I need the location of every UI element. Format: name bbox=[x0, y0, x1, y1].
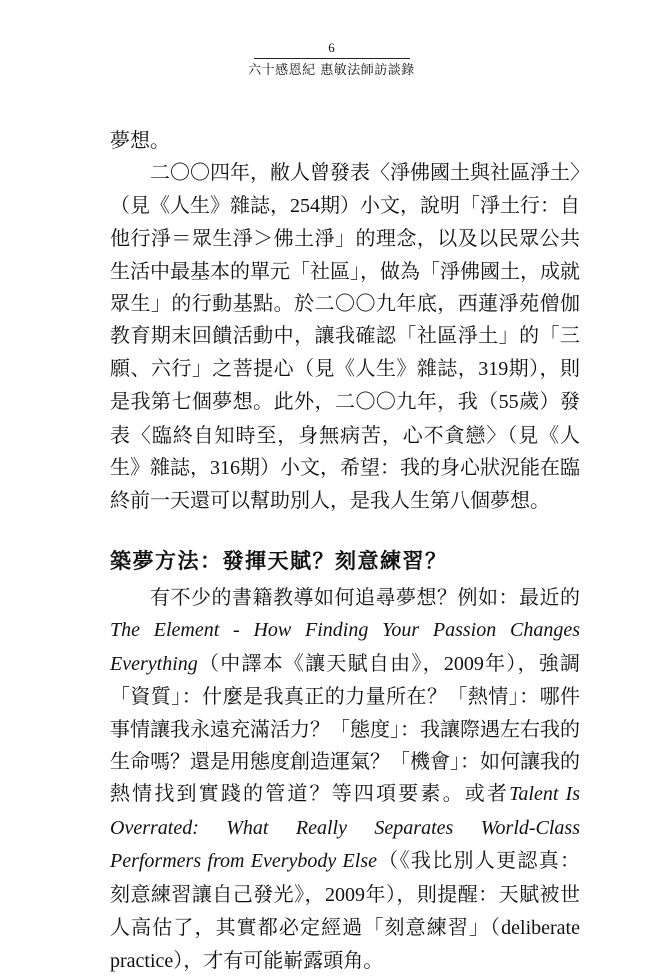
paragraph-text: 期），則是我第七個夢想。此外，二〇〇九年，我（ bbox=[110, 355, 581, 414]
page-number: 6 bbox=[328, 40, 335, 55]
year-number: 2009 bbox=[325, 883, 365, 906]
issue-number: 254 bbox=[290, 194, 320, 217]
paragraph-2004-dream bbox=[110, 156, 580, 516]
paragraph-text: 年），則提醒：天賦被世人高估了，其實都必定經過「刻意練習」（ bbox=[110, 881, 580, 939]
year-number: 2009 bbox=[443, 652, 484, 675]
paragraph-text: 二〇〇四年，敝人曾發表〈淨佛國土與社區淨土〉（見《人生》雜誌， bbox=[110, 160, 580, 217]
body-text bbox=[110, 124, 580, 978]
book-title-english: Talent Is Overrated: What Really Separates World-Class Performers from Everybody Else bbox=[110, 783, 580, 873]
paragraph-text: 年），強調「資質」：什麼是我真正的力量所在？「熱情」：哪件事情讓我永遠充滿活力？「態度」：我讓際遇左右我的生命嗎？還是用態度創造運氣？「機會」：如何讓我的熱情找到實踐的管道？等四項要素。或者 bbox=[110, 650, 581, 806]
english-term: deliberate practice bbox=[110, 916, 580, 973]
paragraph-books bbox=[110, 581, 580, 978]
issue-number: 316 bbox=[210, 457, 240, 480]
issue-number: 319 bbox=[478, 357, 509, 380]
paragraph-text: 夢想。 bbox=[110, 128, 170, 152]
paragraph-text: （中譯本《讓天賦自由》， bbox=[197, 650, 444, 675]
age-number: 55 bbox=[498, 391, 519, 414]
paragraph-continuation bbox=[110, 124, 580, 156]
paragraph-text: ），才有可能嶄露頭角。 bbox=[173, 948, 384, 973]
book-title-english: The Element - How Finding Your Passion Changes Everything bbox=[110, 619, 580, 675]
running-title: 六十感恩紀 惠敏法師訪談錄 bbox=[248, 63, 415, 78]
section-heading: 築夢方法：發揮天賦？刻意練習？ bbox=[110, 547, 448, 573]
header-divider bbox=[254, 58, 410, 59]
paragraph-text: 期）小文，希望：我的身心狀況能在臨終前一天還可以幫助別人，是我人生第八個夢想。 bbox=[110, 455, 580, 513]
paragraph-text: （《我比別人更認真：刻意練習讓自己發光》， bbox=[110, 848, 581, 906]
paragraph-text: 歲）發表〈臨終自知時至，身無病苦，心不貪戀〉（見《人生》雜誌， bbox=[110, 389, 581, 480]
page-header bbox=[0, 40, 663, 81]
paragraph-text: 有不少的書籍教導如何追尋夢想？例如：最近的 bbox=[150, 584, 580, 609]
paragraph-text: 期）小文，說明「淨土行：自他行淨＝眾生淨＞佛土淨」的理念，以及以民眾公共生活中最基本的單元「社區」，做為「淨佛國土，成就眾生」的行動基點。於二〇〇九年底，西蓮淨苑僧伽教育期末回饋活動中，讓我確認「社區淨土」的「三願、六行」之菩提心（見《人生》雜誌， bbox=[110, 192, 580, 380]
